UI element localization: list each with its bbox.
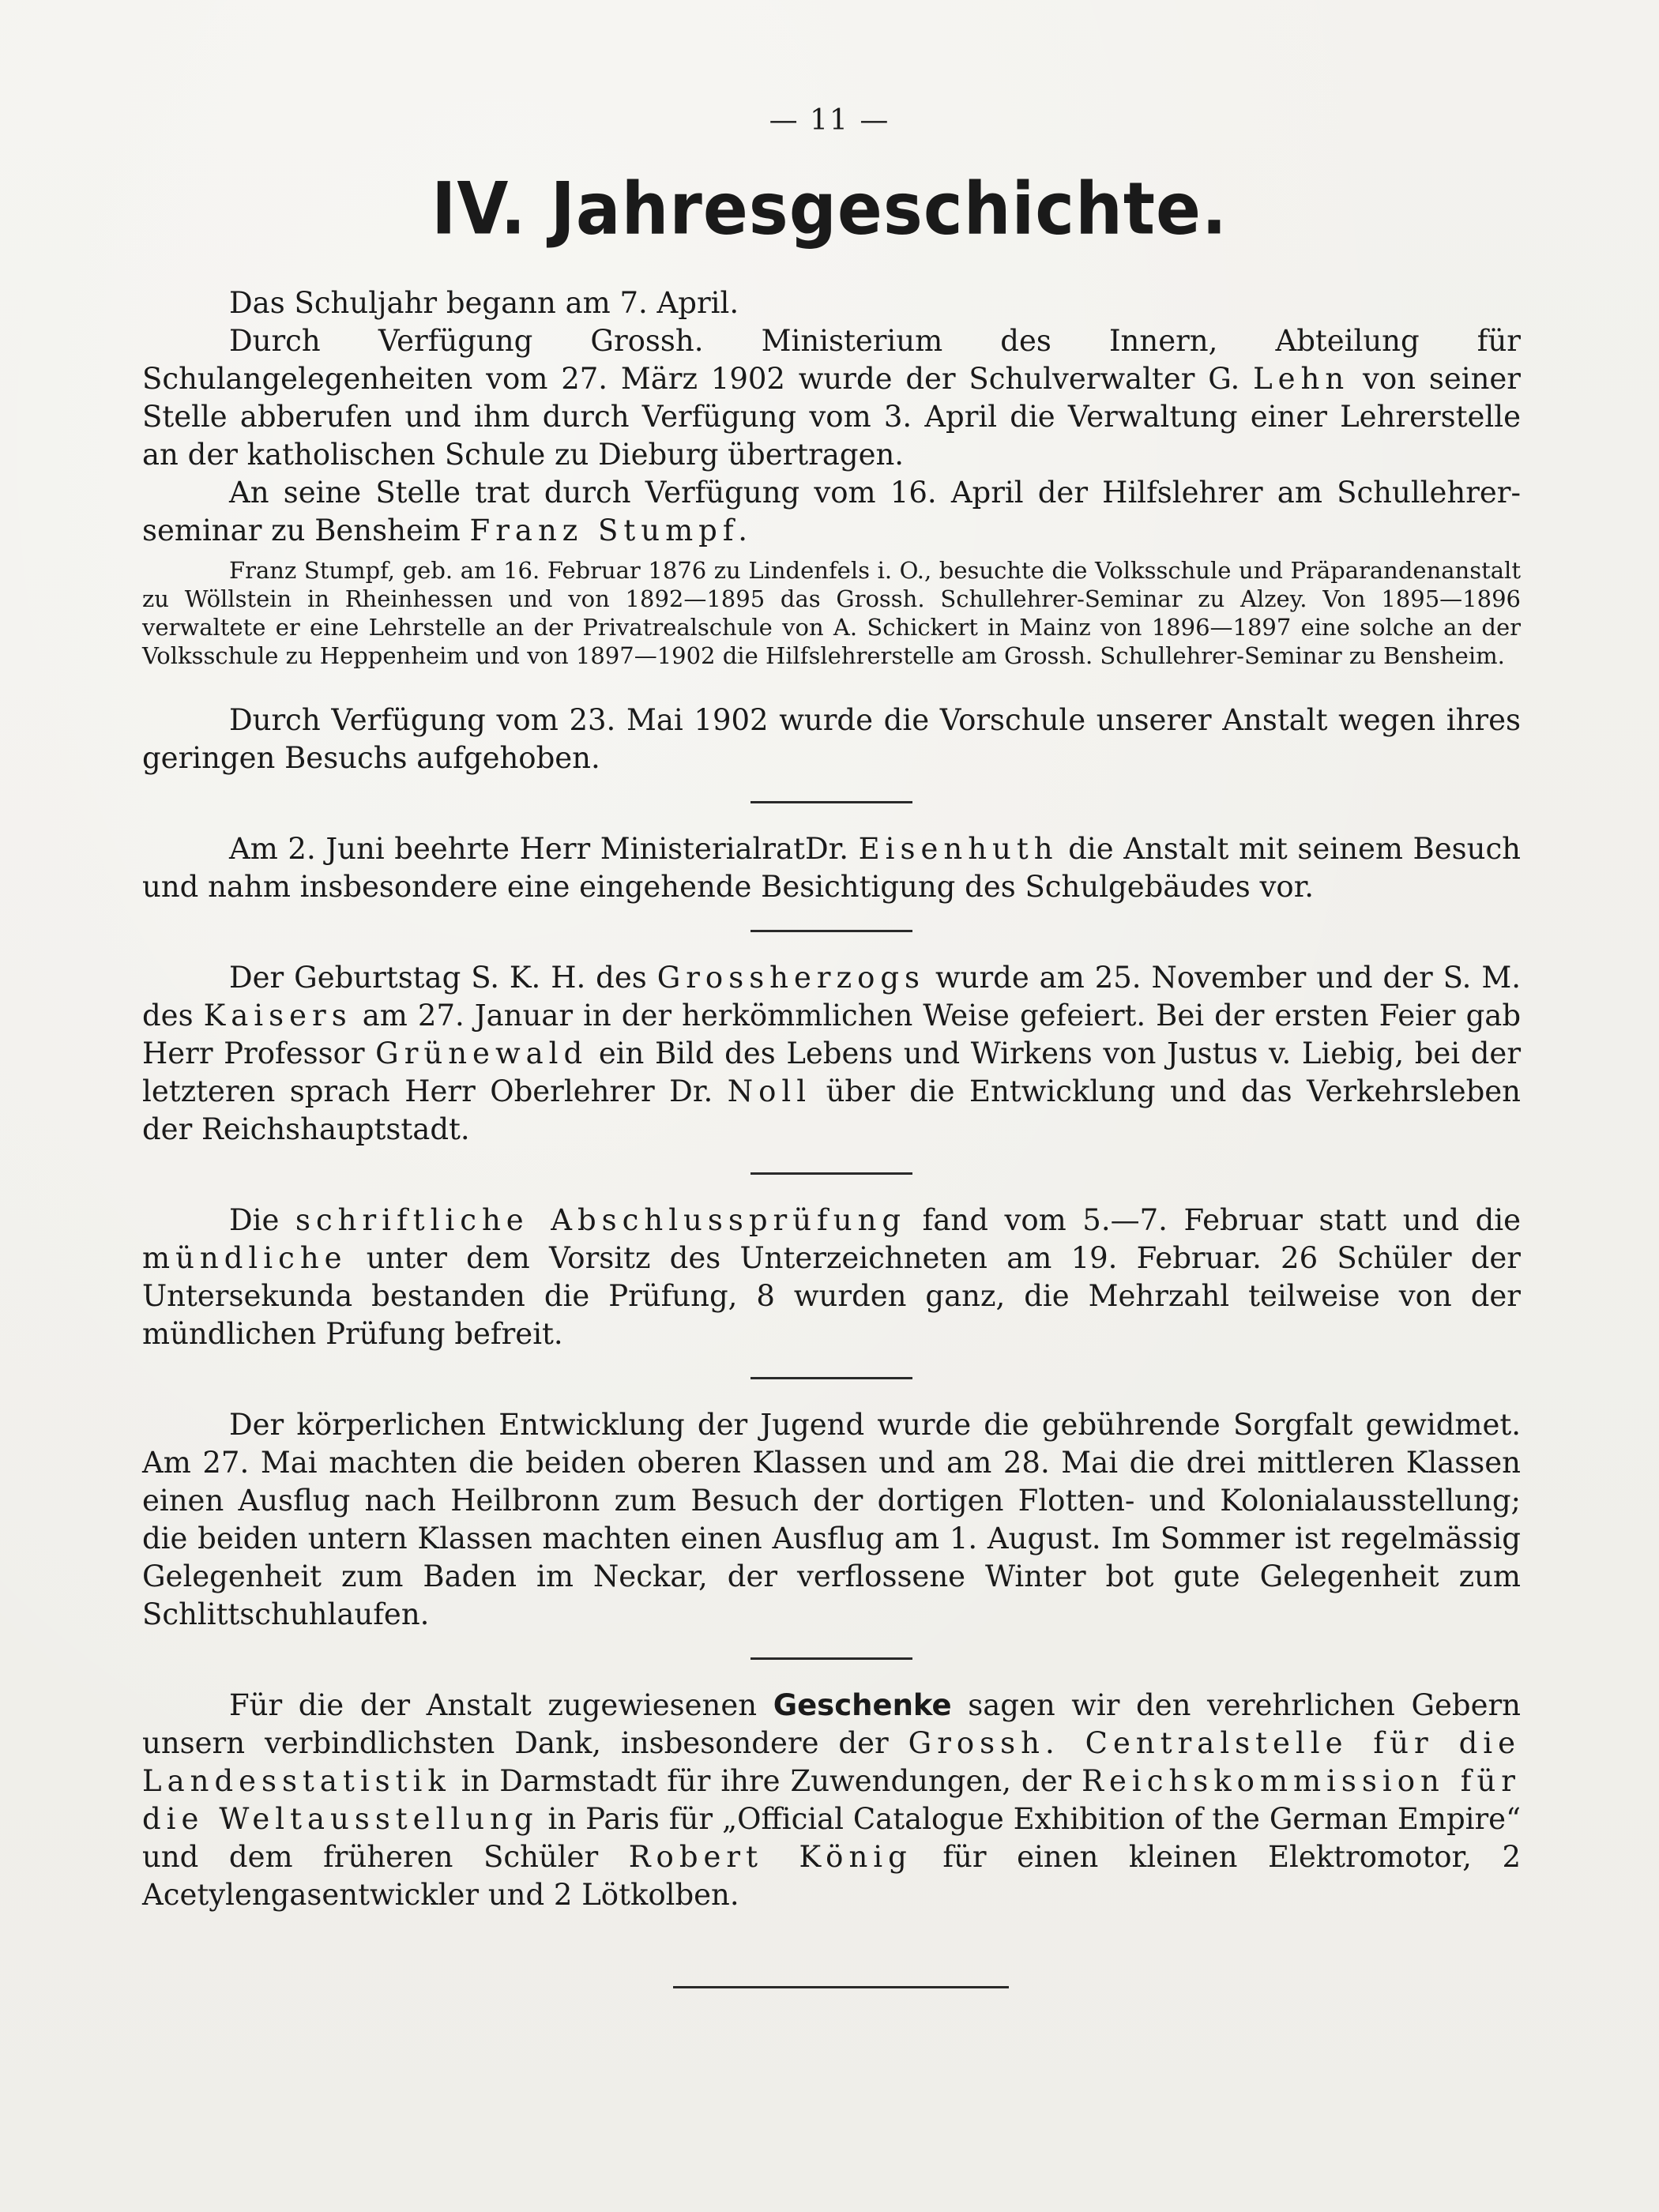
- emphasis: schriftliche Abschlussprüfung: [295, 1203, 907, 1237]
- text: Durch Verfügung vom 23. Mai 1902 wurde die Vorschule unserer Anstalt wegen ihres geringen Besuchs aufgehoben.: [142, 703, 1521, 775]
- text: über die Entwicklung und das Verkehrsleben der Reichshauptstadt.: [142, 1074, 1522, 1146]
- paragraph-gifts: [142, 1687, 1521, 1914]
- text: wurde am 25. November und der S. M. des: [142, 961, 1522, 1033]
- person-name: Lehn: [1253, 362, 1350, 396]
- emphasis: Reichskommission für die Weltausstellung: [142, 1764, 1521, 1836]
- text: für einen kleinen Elektromotor, 2 Acetylengasentwickler und 2 Lötkolben.: [142, 1840, 1521, 1912]
- text: am 27. Januar in der herkömmlichen Weise gefeiert. Bei der ersten Feier gab Herr Professor: [142, 999, 1522, 1070]
- text: die Anstalt mit seinem Besuch und nahm insbesondere eine eingehende Besichtigung des Schulgebäudes vor.: [142, 832, 1522, 904]
- person-name: Robert König: [628, 1840, 912, 1874]
- spacer: [142, 670, 1521, 702]
- text: fand vom 5.—7. Februar statt und die: [922, 1203, 1522, 1237]
- paragraph-birthdays: [142, 959, 1521, 1149]
- paragraph-school-year: [142, 284, 1521, 322]
- paragraph-stumpf: [142, 474, 1521, 550]
- text: sagen wir den verehrlichen Gebern unsern verbindlichsten Dank, insbesondere der: [142, 1688, 1522, 1760]
- text: ein Bild des Lebens und Wirkens von Justus v. Liebig, bei der letzteren sprach Herr Oberlehrer Dr.: [142, 1036, 1522, 1108]
- person-name: Grünewald: [375, 1036, 589, 1070]
- divider: [750, 1657, 912, 1660]
- divider: [750, 1172, 912, 1175]
- emphasis: Grossherzogs: [656, 961, 926, 995]
- text: von seiner Stelle abberufen und ihm durch Verfügung vom 3. April die Verwaltung einer Lehrerstelle an der katholischen Schule zu Dieburg übertragen.: [142, 362, 1521, 472]
- text: Der körperlichen Entwicklung der Jugend wurde die gebührende Sorgfalt gewidmet. Am 27. Mai machten die beiden oberen Klassen und am 28. Mai die drei mittleren Klassen einen Ausflug nach Heilbronn zum Besuch der dortigen Flotten- und Kolonialausstellung; die beiden untern Klassen machten einen Ausflug am 1. August. Im Sommer ist regelmässig Gelegenheit zum Baden im Neckar, der verflossene Winter bot gute Gelegenheit zum Schlittschuhlaufen.: [142, 1408, 1521, 1631]
- text: Für die der Anstalt zugewiesenen: [229, 1688, 758, 1722]
- text: An seine Stelle trat durch Verfügung vom 16. April der Hilfslehrer am Schullehrer-seminar zu Bensheim: [142, 476, 1521, 547]
- paragraph-visit: [142, 830, 1521, 906]
- document-body: [142, 284, 1521, 1914]
- end-divider: [673, 1986, 1009, 1988]
- page-number: — 11 —: [769, 104, 890, 137]
- emphasis: Geschenke: [773, 1688, 952, 1722]
- text: Der Geburtstag S. K. H. des: [229, 961, 647, 995]
- text: Das Schuljahr begann am 7. April.: [229, 286, 739, 320]
- text: in Darmstadt für ihre Zuwendungen, der: [461, 1764, 1072, 1798]
- person-name: Eisenhuth: [858, 832, 1059, 866]
- paragraph-vorschule: [142, 702, 1521, 777]
- paragraph-exams: [142, 1202, 1521, 1353]
- divider: [750, 1377, 912, 1379]
- emphasis: Grossh. Centralstelle für die Landesstatistik: [142, 1726, 1522, 1798]
- paragraph-biography: [142, 556, 1521, 670]
- text: Franz Stumpf, geb. am 16. Februar 1876 zu Lindenfels i. O., besuchte die Volksschule und Präparandenanstalt zu Wöllstein in Rheinhessen und von 1892—1895 das Grossh. Schullehrer-Seminar zu Alzey. Von 1895—1896 verwaltete er eine Lehrstelle an der Privatrealschule von A. Schickert in Mainz von 1896—1897 eine solche an der Volksschule zu Heppenheim und von 1897—1902 die Hilfslehrerstelle am Grossh. Schullehrer-Seminar zu Bensheim.: [142, 557, 1521, 669]
- section-title: IV. Jahresgeschichte.: [431, 167, 1228, 250]
- text: in Paris für „Official Catalogue Exhibition of the German Empire“ und dem früheren Schüler: [142, 1802, 1521, 1874]
- emphasis: Kaisers: [203, 999, 352, 1033]
- person-name: Noll: [727, 1074, 812, 1108]
- text: Am 2. Juni beehrte Herr MinisterialratDr.: [229, 832, 849, 866]
- person-name: Franz Stumpf.: [469, 514, 754, 547]
- divider: [750, 801, 912, 803]
- text: Durch Verfügung Grossh. Ministerium des Innern, Abteilung für Schulangelegenheiten vom 27. März 1902 wurde der Schulverwalter G.: [142, 324, 1521, 396]
- paragraph-lehn: [142, 322, 1521, 474]
- text: Die: [229, 1203, 280, 1237]
- text: unter dem Vorsitz des Unterzeichneten am 19. Februar. 26 Schüler der Untersekunda bestanden die Prüfung, 8 wurden ganz, die Mehrzahl teilweise von der mündlichen Prüfung befreit.: [142, 1241, 1521, 1351]
- divider: [750, 930, 912, 932]
- emphasis: mündliche: [142, 1241, 348, 1275]
- paragraph-physical-education: [142, 1406, 1521, 1634]
